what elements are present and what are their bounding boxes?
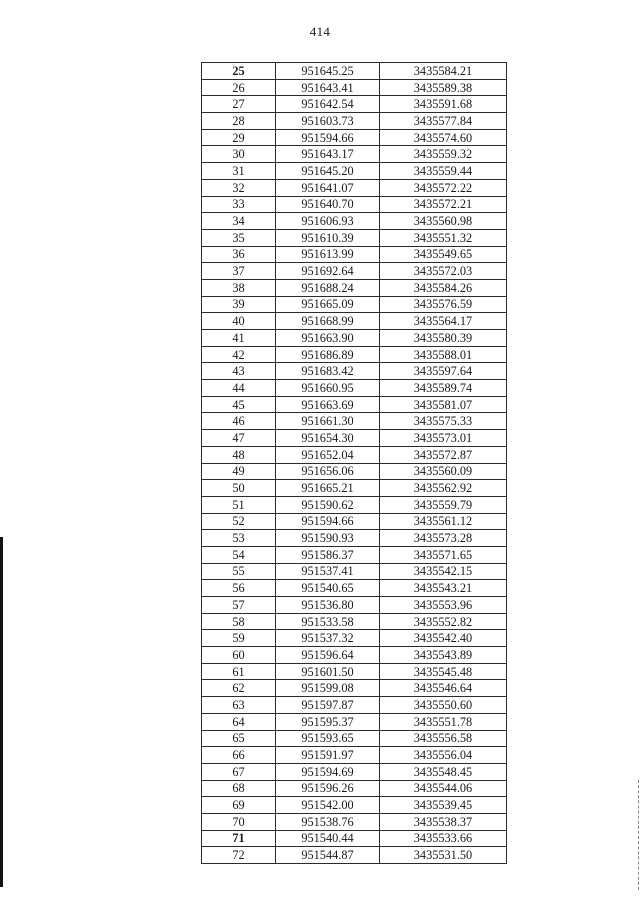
x-coordinate-cell: 951645.20 xyxy=(276,163,380,180)
scan-edge-bar xyxy=(0,537,3,887)
x-coordinate-cell: 951645.25 xyxy=(276,63,380,80)
table-row xyxy=(202,363,507,380)
table-row xyxy=(202,179,507,196)
y-coordinate-cell: 3435597.64 xyxy=(380,363,507,380)
point-number-cell: 65 xyxy=(202,730,276,747)
y-coordinate-cell: 3435576.59 xyxy=(380,296,507,313)
x-coordinate-cell: 951642.54 xyxy=(276,96,380,113)
table-row xyxy=(202,680,507,697)
table-row xyxy=(202,330,507,347)
point-number-cell: 67 xyxy=(202,763,276,780)
table-row xyxy=(202,496,507,513)
x-coordinate-cell: 951594.66 xyxy=(276,513,380,530)
x-coordinate-cell: 951593.65 xyxy=(276,730,380,747)
x-coordinate-cell: 951686.89 xyxy=(276,346,380,363)
x-coordinate-cell: 951665.21 xyxy=(276,480,380,497)
table-row xyxy=(202,747,507,764)
point-number-cell: 48 xyxy=(202,446,276,463)
y-coordinate-cell: 3435551.32 xyxy=(380,229,507,246)
x-coordinate-cell: 951654.30 xyxy=(276,430,380,447)
y-coordinate-cell: 3435574.60 xyxy=(380,129,507,146)
point-number-cell: 53 xyxy=(202,530,276,547)
table-row xyxy=(202,396,507,413)
table-row xyxy=(202,563,507,580)
y-coordinate-cell: 3435553.96 xyxy=(380,597,507,614)
x-coordinate-cell: 951540.65 xyxy=(276,580,380,597)
point-number-cell: 52 xyxy=(202,513,276,530)
x-coordinate-cell: 951610.39 xyxy=(276,229,380,246)
x-coordinate-cell: 951660.95 xyxy=(276,380,380,397)
point-number-cell: 70 xyxy=(202,813,276,830)
x-coordinate-cell: 951663.90 xyxy=(276,330,380,347)
table-row xyxy=(202,580,507,597)
point-number-cell: 50 xyxy=(202,480,276,497)
y-coordinate-cell: 3435559.79 xyxy=(380,496,507,513)
y-coordinate-cell: 3435572.03 xyxy=(380,263,507,280)
point-number-cell: 43 xyxy=(202,363,276,380)
x-coordinate-cell: 951606.93 xyxy=(276,213,380,230)
table-row xyxy=(202,847,507,864)
table-row xyxy=(202,380,507,397)
point-number-cell: 41 xyxy=(202,330,276,347)
table-row xyxy=(202,413,507,430)
table-row xyxy=(202,613,507,630)
y-coordinate-cell: 3435550.60 xyxy=(380,697,507,714)
point-number-cell: 38 xyxy=(202,279,276,296)
x-coordinate-cell: 951540.44 xyxy=(276,830,380,847)
table-row xyxy=(202,513,507,530)
x-coordinate-cell: 951665.09 xyxy=(276,296,380,313)
point-number-cell: 32 xyxy=(202,179,276,196)
point-number-cell: 54 xyxy=(202,546,276,563)
x-coordinate-cell: 951643.41 xyxy=(276,79,380,96)
page-number: 414 xyxy=(309,24,331,39)
y-coordinate-cell: 3435549.65 xyxy=(380,246,507,263)
x-coordinate-cell: 951640.70 xyxy=(276,196,380,213)
y-coordinate-cell: 3435543.21 xyxy=(380,580,507,597)
point-number-cell: 31 xyxy=(202,163,276,180)
point-number-cell: 30 xyxy=(202,146,276,163)
y-coordinate-cell: 3435543.89 xyxy=(380,647,507,664)
y-coordinate-cell: 3435539.45 xyxy=(380,797,507,814)
table-row xyxy=(202,346,507,363)
x-coordinate-cell: 951597.87 xyxy=(276,697,380,714)
y-coordinate-cell: 3435560.09 xyxy=(380,463,507,480)
point-number-cell: 59 xyxy=(202,630,276,647)
point-number-cell: 71 xyxy=(202,830,276,847)
point-number-cell: 46 xyxy=(202,413,276,430)
y-coordinate-cell: 3435573.01 xyxy=(380,430,507,447)
x-coordinate-cell: 951663.69 xyxy=(276,396,380,413)
point-number-cell: 66 xyxy=(202,747,276,764)
table-row xyxy=(202,313,507,330)
table-row xyxy=(202,246,507,263)
x-coordinate-cell: 951594.66 xyxy=(276,129,380,146)
y-coordinate-cell: 3435559.44 xyxy=(380,163,507,180)
y-coordinate-cell: 3435538.37 xyxy=(380,813,507,830)
y-coordinate-cell: 3435562.92 xyxy=(380,480,507,497)
table-row xyxy=(202,830,507,847)
x-coordinate-cell: 951599.08 xyxy=(276,680,380,697)
x-coordinate-cell: 951652.04 xyxy=(276,446,380,463)
table-row xyxy=(202,296,507,313)
table-row xyxy=(202,697,507,714)
point-number-cell: 63 xyxy=(202,697,276,714)
x-coordinate-cell: 951603.73 xyxy=(276,113,380,130)
point-number-cell: 28 xyxy=(202,113,276,130)
table-row xyxy=(202,430,507,447)
table-row xyxy=(202,546,507,563)
table-row xyxy=(202,229,507,246)
x-coordinate-cell: 951596.64 xyxy=(276,647,380,664)
x-coordinate-cell: 951537.41 xyxy=(276,563,380,580)
y-coordinate-cell: 3435546.64 xyxy=(380,680,507,697)
table-row xyxy=(202,163,507,180)
table-row xyxy=(202,96,507,113)
table-row xyxy=(202,463,507,480)
table-row xyxy=(202,480,507,497)
point-number-cell: 64 xyxy=(202,713,276,730)
table-row xyxy=(202,730,507,747)
x-coordinate-cell: 951613.99 xyxy=(276,246,380,263)
table-row xyxy=(202,647,507,664)
point-number-cell: 56 xyxy=(202,580,276,597)
table-row xyxy=(202,79,507,96)
point-number-cell: 25 xyxy=(202,63,276,80)
point-number-cell: 55 xyxy=(202,563,276,580)
x-coordinate-cell: 951544.87 xyxy=(276,847,380,864)
x-coordinate-cell: 951536.80 xyxy=(276,597,380,614)
point-number-cell: 62 xyxy=(202,680,276,697)
table-row xyxy=(202,597,507,614)
table-row xyxy=(202,446,507,463)
point-number-cell: 35 xyxy=(202,229,276,246)
table-row xyxy=(202,713,507,730)
point-number-cell: 42 xyxy=(202,346,276,363)
y-coordinate-cell: 3435551.78 xyxy=(380,713,507,730)
table-row xyxy=(202,279,507,296)
y-coordinate-cell: 3435575.33 xyxy=(380,413,507,430)
y-coordinate-cell: 3435542.40 xyxy=(380,630,507,647)
x-coordinate-cell: 951641.07 xyxy=(276,179,380,196)
y-coordinate-cell: 3435572.22 xyxy=(380,179,507,196)
coordinates-table-body xyxy=(202,63,507,864)
x-coordinate-cell: 951590.93 xyxy=(276,530,380,547)
point-number-cell: 37 xyxy=(202,263,276,280)
y-coordinate-cell: 3435584.21 xyxy=(380,63,507,80)
point-number-cell: 36 xyxy=(202,246,276,263)
x-coordinate-cell: 951594.69 xyxy=(276,763,380,780)
x-coordinate-cell: 951586.37 xyxy=(276,546,380,563)
y-coordinate-cell: 3435573.28 xyxy=(380,530,507,547)
x-coordinate-cell: 951590.62 xyxy=(276,496,380,513)
y-coordinate-cell: 3435572.21 xyxy=(380,196,507,213)
x-coordinate-cell: 951533.58 xyxy=(276,613,380,630)
y-coordinate-cell: 3435542.15 xyxy=(380,563,507,580)
y-coordinate-cell: 3435571.65 xyxy=(380,546,507,563)
x-coordinate-cell: 951656.06 xyxy=(276,463,380,480)
table-row xyxy=(202,263,507,280)
x-coordinate-cell: 951643.17 xyxy=(276,146,380,163)
point-number-cell: 72 xyxy=(202,847,276,864)
point-number-cell: 29 xyxy=(202,129,276,146)
point-number-cell: 44 xyxy=(202,380,276,397)
y-coordinate-cell: 3435572.87 xyxy=(380,446,507,463)
point-number-cell: 57 xyxy=(202,597,276,614)
y-coordinate-cell: 3435533.66 xyxy=(380,830,507,847)
x-coordinate-cell: 951538.76 xyxy=(276,813,380,830)
table-row xyxy=(202,213,507,230)
table-row xyxy=(202,113,507,130)
table-row xyxy=(202,630,507,647)
x-coordinate-cell: 951683.42 xyxy=(276,363,380,380)
table-row xyxy=(202,663,507,680)
y-coordinate-cell: 3435556.04 xyxy=(380,747,507,764)
point-number-cell: 49 xyxy=(202,463,276,480)
x-coordinate-cell: 951688.24 xyxy=(276,279,380,296)
table-row xyxy=(202,763,507,780)
y-coordinate-cell: 3435548.45 xyxy=(380,763,507,780)
y-coordinate-cell: 3435531.50 xyxy=(380,847,507,864)
point-number-cell: 34 xyxy=(202,213,276,230)
x-coordinate-cell: 951601.50 xyxy=(276,663,380,680)
y-coordinate-cell: 3435559.32 xyxy=(380,146,507,163)
y-coordinate-cell: 3435581.07 xyxy=(380,396,507,413)
y-coordinate-cell: 3435561.12 xyxy=(380,513,507,530)
table-row xyxy=(202,797,507,814)
y-coordinate-cell: 3435552.82 xyxy=(380,613,507,630)
point-number-cell: 33 xyxy=(202,196,276,213)
table-row xyxy=(202,813,507,830)
point-number-cell: 51 xyxy=(202,496,276,513)
table-row xyxy=(202,530,507,547)
point-number-cell: 40 xyxy=(202,313,276,330)
y-coordinate-cell: 3435588.01 xyxy=(380,346,507,363)
x-coordinate-cell: 951596.26 xyxy=(276,780,380,797)
x-coordinate-cell: 951661.30 xyxy=(276,413,380,430)
y-coordinate-cell: 3435564.17 xyxy=(380,313,507,330)
x-coordinate-cell: 951668.99 xyxy=(276,313,380,330)
x-coordinate-cell: 951537.32 xyxy=(276,630,380,647)
point-number-cell: 27 xyxy=(202,96,276,113)
y-coordinate-cell: 3435580.39 xyxy=(380,330,507,347)
x-coordinate-cell: 951692.64 xyxy=(276,263,380,280)
x-coordinate-cell: 951595.37 xyxy=(276,713,380,730)
table-row xyxy=(202,129,507,146)
point-number-cell: 47 xyxy=(202,430,276,447)
point-number-cell: 39 xyxy=(202,296,276,313)
y-coordinate-cell: 3435545.48 xyxy=(380,663,507,680)
point-number-cell: 60 xyxy=(202,647,276,664)
y-coordinate-cell: 3435589.38 xyxy=(380,79,507,96)
point-number-cell: 68 xyxy=(202,780,276,797)
y-coordinate-cell: 3435589.74 xyxy=(380,380,507,397)
table-row xyxy=(202,146,507,163)
table-row xyxy=(202,196,507,213)
scan-edge-mark xyxy=(637,780,639,890)
point-number-cell: 58 xyxy=(202,613,276,630)
table-row xyxy=(202,63,507,80)
y-coordinate-cell: 3435560.98 xyxy=(380,213,507,230)
point-number-cell: 45 xyxy=(202,396,276,413)
y-coordinate-cell: 3435544.06 xyxy=(380,780,507,797)
y-coordinate-cell: 3435556.58 xyxy=(380,730,507,747)
point-number-cell: 26 xyxy=(202,79,276,96)
table-row xyxy=(202,780,507,797)
x-coordinate-cell: 951591.97 xyxy=(276,747,380,764)
y-coordinate-cell: 3435584.26 xyxy=(380,279,507,296)
point-number-cell: 61 xyxy=(202,663,276,680)
x-coordinate-cell: 951542.00 xyxy=(276,797,380,814)
y-coordinate-cell: 3435591.68 xyxy=(380,96,507,113)
point-number-cell: 69 xyxy=(202,797,276,814)
y-coordinate-cell: 3435577.84 xyxy=(380,113,507,130)
coordinates-table xyxy=(201,62,507,864)
